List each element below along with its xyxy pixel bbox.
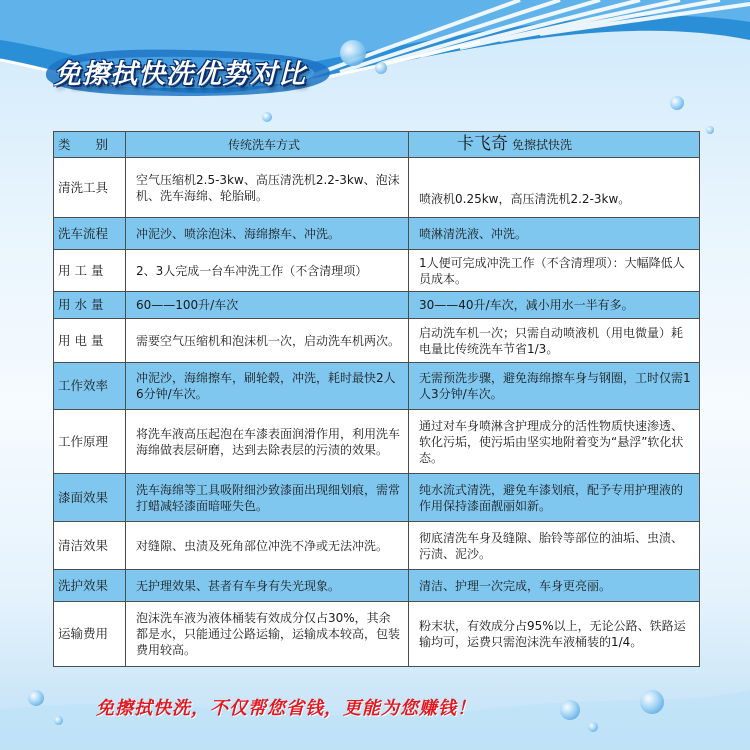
water-drop-icon — [375, 62, 387, 74]
row-category: 清洗工具 — [54, 158, 126, 218]
row-new-method: 通过对车身喷淋含护理成分的活性物质快速渗透、软化污垢，使污垢由坚实地附着变为“悬浮”软化状态。 — [409, 410, 700, 474]
row-category: 工作效率 — [54, 363, 126, 410]
table-row — [54, 319, 700, 363]
header-traditional: 传统洗车方式 — [126, 132, 409, 158]
brand-name: 卡飞奇 — [457, 134, 508, 154]
table-row — [54, 522, 700, 570]
header-new-method — [409, 132, 700, 158]
row-category: 用 水 量 — [54, 292, 126, 319]
water-drop-icon — [588, 722, 598, 732]
row-new-method: 清洁、护理一次完成，车身更亮丽。 — [409, 570, 700, 602]
row-new-method: 纯水流式清洗，避免车漆划痕，配予专用护理液的作用保持漆面靓丽如新。 — [409, 474, 700, 522]
row-category: 运输费用 — [54, 602, 126, 667]
row-category: 清洁效果 — [54, 522, 126, 570]
row-category: 漆面效果 — [54, 474, 126, 522]
row-traditional: 泡沫洗车液为液体桶装有效成分仅占30%，其余都是水，只能通过公路运输，运输成本较高，包装费用较高。 — [126, 602, 409, 667]
table-row — [54, 250, 700, 292]
water-drop-icon — [670, 96, 684, 110]
row-new-method: 无需预洗步骤，避免海绵擦车身与钢圈，工时仅需1人3分钟/车次。 — [409, 363, 700, 410]
row-traditional: 将洗车液高压起泡在车漆表面润滑作用，利用洗车海绵做表层研磨，达到去除表层的污渍的效果。 — [126, 410, 409, 474]
row-category: 洗护效果 — [54, 570, 126, 602]
row-new-method: 粉末状，有效成分占95%以上，无论公路、铁路运输均可，运费只需泡沫洗车液桶装的1/4。 — [409, 602, 700, 667]
row-new-method: 启动洗车机一次；只需自动喷液机（用电微量）耗电量比传统洗车节省1/3。 — [409, 319, 700, 363]
water-drop-icon — [640, 690, 664, 714]
table-row — [54, 292, 700, 319]
table-row — [54, 570, 700, 602]
row-traditional: 无护理效果、甚者有车身有失光现象。 — [126, 570, 409, 602]
row-traditional: 60——100升/车次 — [126, 292, 409, 319]
table-row — [54, 474, 700, 522]
comparison-table — [53, 131, 700, 667]
row-category: 用 工 量 — [54, 250, 126, 292]
row-category: 洗车流程 — [54, 218, 126, 250]
table-row — [54, 602, 700, 667]
row-new-method: 30——40升/车次，减小用水一半有多。 — [409, 292, 700, 319]
water-drop-icon — [54, 716, 63, 725]
water-drop-icon — [262, 112, 272, 122]
table-header-row — [54, 132, 700, 158]
row-traditional: 2、3人完成一台车冲洗工作（不含清理项） — [126, 250, 409, 292]
water-drop-icon — [28, 690, 44, 706]
header-category: 类 别 — [54, 132, 126, 158]
row-new-method: 喷液机0.25kw，高压清洗机2.2-3kw。 — [409, 158, 700, 218]
row-traditional: 洗车海绵等工具吸附细沙致漆面出现细划痕，需常打蜡减轻漆面暗哑失色。 — [126, 474, 409, 522]
row-category: 工作原理 — [54, 410, 126, 474]
row-new-method: 彻底清洗车身及缝隙、胎铃等部位的油垢、虫渍、污渍、泥沙。 — [409, 522, 700, 570]
water-drop-icon — [340, 40, 366, 66]
header-new-method-label: 免擦拭快洗 — [512, 138, 573, 152]
row-traditional: 冲泥沙，海绵擦车，刷轮毂，冲洗，耗时最快2人6分钟/车次。 — [126, 363, 409, 410]
water-drop-icon — [706, 126, 714, 134]
table-row — [54, 218, 700, 250]
page-title: 免擦拭快洗优势对比 — [54, 59, 306, 90]
table-row — [54, 410, 700, 474]
table-row — [54, 363, 700, 410]
row-traditional: 空气压缩机2.5-3kw、高压清洗机2.2-3kw、泡沫机、洗车海绵、轮胎刷。 — [126, 158, 409, 218]
row-traditional: 需要空气压缩机和泡沫机一次，启动洗车机两次。 — [126, 319, 409, 363]
row-new-method: 喷淋清洗液、冲洗。 — [409, 218, 700, 250]
row-new-method: 1人便可完成冲洗工作（不含清理项）：大幅降低人员成本。 — [409, 250, 700, 292]
row-traditional: 对缝隙、虫渍及死角部位冲洗不净或无法冲洗。 — [126, 522, 409, 570]
title-banner — [38, 44, 338, 100]
row-traditional: 冲泥沙、喷涂泡沫、海绵擦车、冲洗。 — [126, 218, 409, 250]
slogan: 免擦拭快洗，不仅帮您省钱，更能为您赚钱！ — [96, 698, 476, 719]
row-category: 用 电 量 — [54, 319, 126, 363]
table-row — [54, 158, 700, 218]
